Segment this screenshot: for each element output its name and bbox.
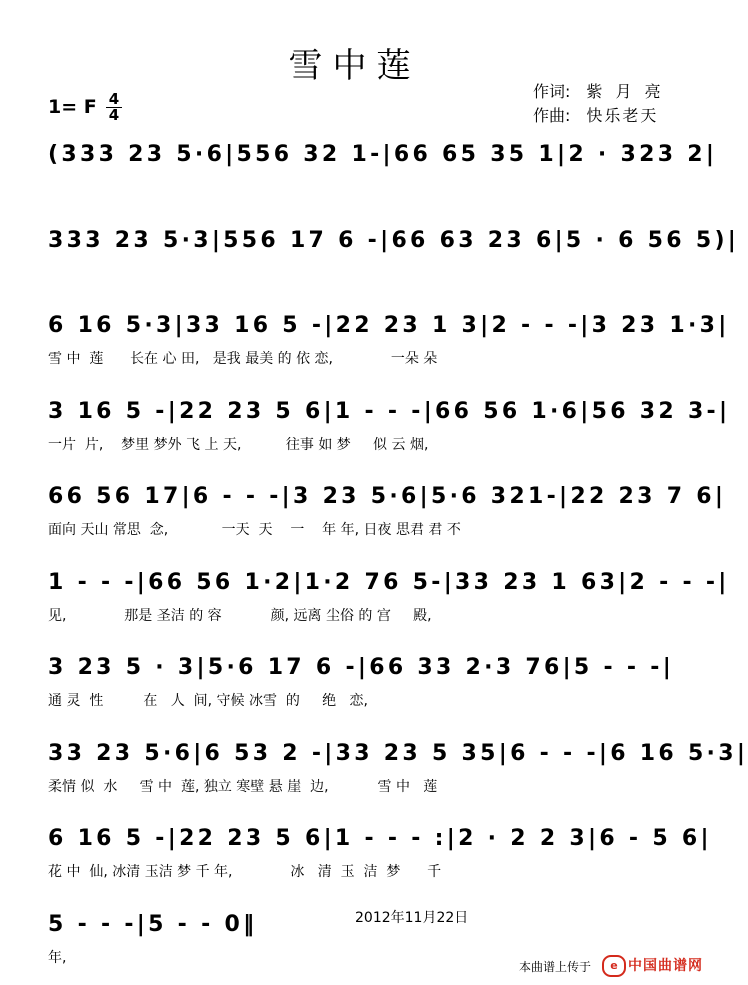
notation-line: 3 16 5 -|22 23 5 6|1 - - -|66 56 1·6|56 32 3-|: [48, 398, 731, 424]
lyrics-line: 面向 天山 常思 念, 一天 天 一 年 年, 日夜 思君 君 不: [48, 522, 461, 538]
lyrics-line: 通 灵 性 在 人 间, 守候 冰雪 的 绝 恋,: [48, 693, 368, 709]
notation-line: 3 23 5 · 3|5·6 17 6 -|66 33 2·3 76|5 - - -|: [48, 655, 675, 680]
lyrics-line: [48, 178, 673, 198]
lyrics-line: 柔情 似 水 雪 中 莲, 独立 寒壁 悬 崖 边, 雪 中 莲: [48, 778, 438, 795]
time-signature-numerator: 4: [106, 92, 122, 108]
key-signature: 1= F: [48, 96, 97, 118]
notation-line: (333 23 5·6|556 32 1-|66 65 35 1|2 · 323 2|: [48, 142, 718, 167]
notation-line: 333 23 5·3|556 17 6 -|66 63 23 6|5 · 6 56 5)|: [48, 227, 740, 253]
upload-note: 本曲谱上传于: [519, 960, 592, 974]
lyrics-line: 见, 那是 圣洁 的 容 颜, 远离 尘俗 的 宫 殿,: [48, 607, 432, 624]
notation-line: 5 - - -|5 - - 0‖: [48, 911, 258, 937]
notation-line: 6 16 5·3|33 16 5 -|22 23 1 3|2 - - -|3 23 1·3|: [48, 313, 730, 338]
lyrics-line: 年,: [48, 949, 67, 966]
notation-line: 33 23 5·6|6 53 2 -|33 23 5 35|6 - - -|6 16 5·3|: [48, 740, 748, 766]
lyrics-line: 花 中 仙, 冰清 玉洁 梦 千 年, 冰 清 玉 洁 梦 千: [48, 864, 442, 880]
composer-name: 快乐老天: [586, 106, 659, 125]
lyricist-label: 作词:: [533, 82, 571, 101]
time-signature-denominator: 4: [108, 106, 120, 124]
composer-label: 作曲:: [533, 106, 571, 125]
lyrics-line: 一片 片, 梦里 梦外 飞 上 天, 往事 如 梦 似 云 烟,: [48, 436, 429, 453]
score-date: 2012年11月22日: [355, 910, 469, 926]
notation-line: 6 16 5 -|22 23 5 6|1 - - - :|2 · 2 2 3|6 - 5 6|: [48, 826, 712, 851]
notation-line: 1 - - -|66 56 1·2|1·2 76 5-|33 23 1 63|2 - - -|: [48, 569, 730, 595]
site-logo: 中国曲谱网: [628, 958, 703, 974]
notation-line: 66 56 17|6 - - -|3 23 5·6|5·6 321-|22 23 7 6|: [48, 484, 727, 509]
lyricist-name: 紫 月 亮: [586, 82, 665, 101]
song-title: 雪中莲: [288, 46, 421, 86]
lyrics-line: 雪 中 莲 长在 心 田, 是我 最美 的 依 恋, 一朵 朵: [48, 351, 438, 367]
lyrics-line: [48, 264, 673, 284]
site-logo-icon: e: [602, 955, 626, 977]
